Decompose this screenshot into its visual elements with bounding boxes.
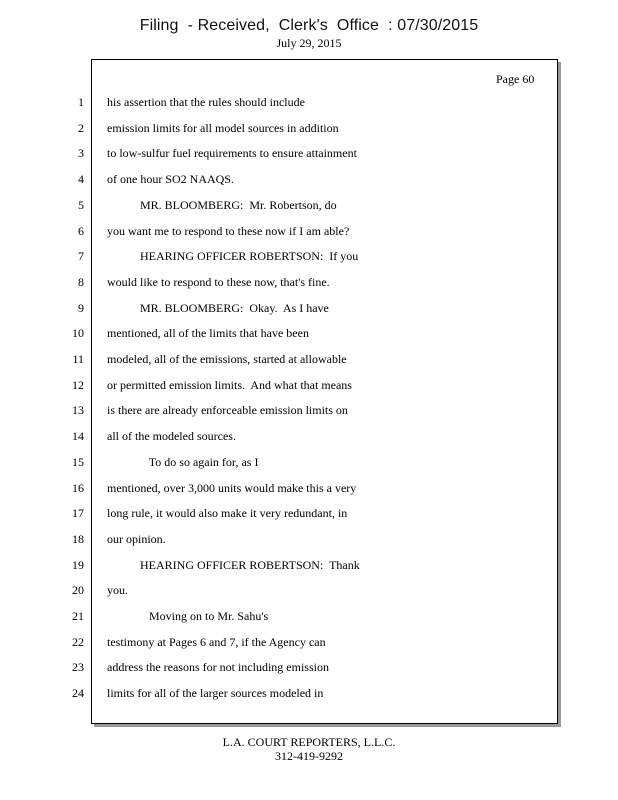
transcript-line	[0, 429, 560, 445]
transcript-line	[0, 121, 560, 137]
footer-phone: 312-419-9292	[275, 749, 343, 763]
footer-company: L.A. COURT REPORTERS, L.L.C.	[222, 735, 396, 749]
line-number: 2	[78, 120, 84, 135]
line-number: 22	[72, 634, 84, 649]
line-number: 12	[72, 377, 84, 392]
line-number: 6	[78, 223, 84, 238]
line-text: our opinion.	[107, 531, 166, 546]
line-number: 5	[78, 197, 84, 212]
line-text: long rule, it would also make it very redundant, in	[107, 506, 348, 521]
transcript-line	[0, 403, 560, 419]
transcript-date: July 29, 2015	[276, 36, 342, 50]
filing-stamp: Filing - Received, Clerk's Office : 07/30/2015	[139, 17, 479, 34]
transcript-line	[0, 455, 560, 471]
line-text: modeled, all of the emissions, started at allowable	[107, 352, 347, 366]
line-text: Moving on to Mr. Sahu's	[107, 609, 269, 623]
transcript-line	[0, 481, 560, 497]
transcript-line	[0, 198, 560, 214]
line-number: 7	[78, 249, 84, 264]
transcript-line	[0, 352, 560, 368]
line-text: you.	[107, 583, 128, 598]
transcript-line	[0, 275, 560, 291]
line-number: 19	[72, 557, 84, 572]
transcript-line	[0, 249, 560, 265]
line-text: HEARING OFFICER ROBERTSON: If you	[107, 249, 359, 264]
line-text: address the reasons for not including emission	[107, 660, 329, 675]
line-text: you want me to respond to these now if I am able?	[107, 223, 350, 238]
line-number: 24	[72, 686, 84, 701]
line-number: 21	[72, 609, 84, 623]
line-number: 18	[72, 531, 84, 546]
transcript-line	[0, 635, 560, 651]
line-number: 15	[72, 454, 84, 469]
transcript-line	[0, 378, 560, 394]
line-number: 1	[78, 95, 84, 109]
line-text: emission limits for all model sources in addition	[107, 120, 339, 135]
line-number: 16	[72, 480, 84, 495]
line-text: to low-sulfur fuel requirements to ensure attainment	[107, 146, 357, 161]
line-number: 9	[78, 300, 84, 315]
line-text: To do so again for, as I	[107, 454, 259, 469]
transcript-line	[0, 224, 560, 240]
line-text: mentioned, over 3,000 units would make this a very	[107, 480, 357, 495]
transcript-line	[0, 583, 560, 599]
transcript-line	[0, 172, 560, 188]
line-number: 8	[78, 274, 84, 289]
line-number: 20	[72, 583, 84, 598]
line-number: 4	[78, 172, 84, 187]
line-number: 14	[72, 429, 84, 444]
line-number: 23	[72, 660, 84, 675]
line-text: MR. BLOOMBERG: Mr. Robertson, do	[107, 197, 337, 212]
transcript-line	[0, 326, 560, 342]
line-text: his assertion that the rules should include	[107, 95, 305, 109]
line-number: 13	[72, 403, 84, 418]
line-number: 11	[72, 352, 84, 366]
line-text: testimony at Pages 6 and 7, if the Agency can	[107, 634, 326, 649]
line-text: is there are already enforceable emission limits on	[107, 403, 348, 418]
line-number: 3	[78, 146, 84, 161]
transcript-line	[0, 558, 560, 574]
line-text: MR. BLOOMBERG: Okay. As I have	[107, 300, 329, 315]
transcript-line	[0, 686, 560, 702]
transcript-line	[0, 660, 560, 676]
line-number: 10	[72, 326, 84, 341]
line-text: would like to respond to these now, that's fine.	[107, 274, 330, 289]
transcript-line	[0, 506, 560, 522]
transcript-line	[0, 609, 560, 625]
transcript-line	[0, 532, 560, 548]
line-text: all of the modeled sources.	[107, 429, 236, 444]
line-text: HEARING OFFICER ROBERTSON: Thank	[107, 557, 360, 572]
line-text: or permitted emission limits. And what that means	[107, 377, 352, 392]
transcript-line	[0, 301, 560, 317]
line-text: limits for all of the larger sources modeled in	[107, 686, 324, 701]
line-text: of one hour SO2 NAAQS.	[107, 172, 234, 187]
transcript-line	[0, 146, 560, 162]
line-text: mentioned, all of the limits that have been	[107, 326, 309, 341]
line-number: 17	[72, 506, 84, 521]
transcript-line	[0, 95, 560, 111]
page-number: Page 60	[496, 72, 535, 86]
